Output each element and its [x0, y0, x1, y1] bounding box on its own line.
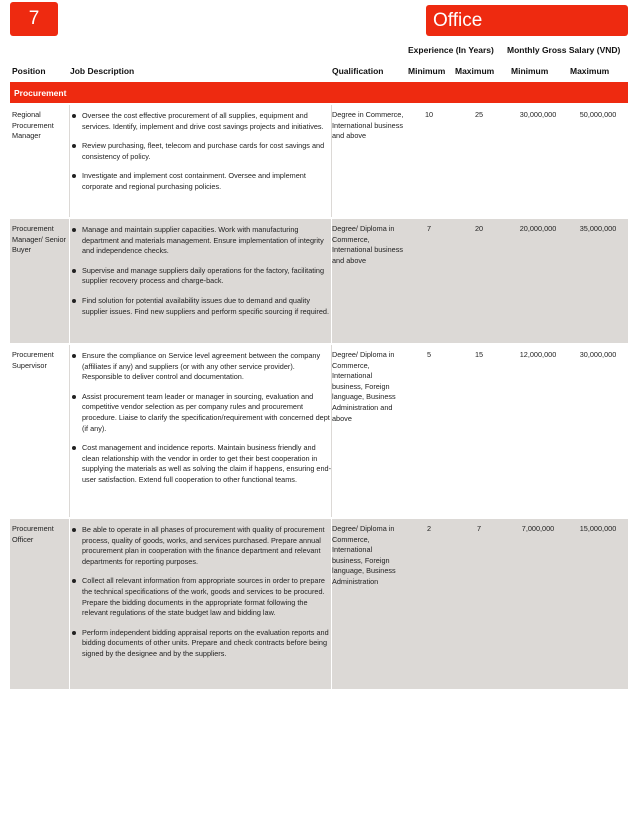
bullet-item [71, 351, 333, 383]
bullet-item [71, 392, 333, 434]
bullet-item [71, 111, 333, 132]
experience-min-cell: 2 [426, 524, 432, 533]
table-row [10, 519, 628, 689]
qualification-cell: Degree in Commerce, International business and above [332, 110, 404, 141]
bullet-text: Perform independent bidding appraisal reports on the evaluation reports and bidding documents of other units. Prepare and check contracts before being signed by the designee and by the suppliers. [82, 627, 329, 658]
job-description-cell [71, 525, 333, 669]
qualification-cell: Degree/ Diploma in Commerce, International business, Foreign language, Business Administration [332, 524, 396, 586]
bullet-list [71, 111, 333, 193]
experience-min-cell: 7 [426, 224, 432, 233]
bullet-icon [72, 269, 76, 273]
col-exp-maximum: Maximum [455, 66, 495, 76]
page-number-badge [10, 2, 58, 36]
bullet-text: Cost management and incidence reports. Maintain business friendly and clean relationship with the vendor in order to get their best cooperation in supplying the materials as well as solving the claim if happens, ensuring end-user satisfaction. Extend full cooperation to other functional teams. [82, 443, 332, 484]
bullet-text: Be able to operate in all phases of procurement with quality of procurement process, quality of goods, works, and services purchased. Prepare annual procurement plan in cooperation with the finance department and relevant departments for reporting purposes. [82, 525, 325, 566]
bullet-item [71, 225, 333, 257]
salary-max-cell: 15,000,000 [579, 524, 617, 533]
column-header-row [10, 64, 628, 78]
category-title: Procurement [14, 87, 67, 98]
bullet-icon [72, 631, 76, 635]
table-row [10, 105, 628, 217]
bullet-icon [72, 299, 76, 303]
bullet-icon [72, 174, 76, 178]
column-divider [69, 345, 70, 517]
salary-min-cell: 7,000,000 [521, 524, 555, 533]
salary-min-cell: 12,000,000 [519, 350, 557, 359]
bullet-item [71, 628, 333, 660]
col-job-description: Job Description [70, 66, 135, 76]
salary-group-header: Monthly Gross Salary (VND) [507, 45, 621, 55]
experience-max-cell: 15 [474, 350, 484, 359]
bullet-icon [72, 114, 76, 118]
column-divider [69, 219, 70, 343]
page-number: 7 [28, 8, 40, 29]
bullet-list [71, 525, 333, 660]
bullet-item [71, 141, 333, 162]
bullet-item [71, 525, 333, 567]
bullet-text: Supervise and manage suppliers daily operations for the factory, facilitating supplier recovery process and charge-back. [82, 265, 325, 286]
table-row [10, 345, 628, 517]
section-tab [426, 5, 628, 36]
experience-max-cell: 20 [474, 224, 484, 233]
col-exp-minimum: Minimum [408, 66, 446, 76]
position-cell: Procurement Manager/ Senior Buyer [12, 224, 66, 255]
bullet-text: Ensure the compliance on Service level agreement between the company (affiliates if any) and suppliers (or with any other service provider). Responsible to deliver control and documentation. [82, 351, 321, 382]
bullet-item [71, 443, 333, 485]
bullet-list [71, 225, 333, 317]
bullet-text: Manage and maintain supplier capacities. Work with manufacturing department and materials management. Ensure implementation of integrity and independence checks. [82, 225, 324, 256]
column-divider [69, 519, 70, 689]
experience-min-cell: 10 [424, 110, 434, 119]
bullet-icon [72, 528, 76, 532]
qualification-cell: Degree/ Diploma in Commerce, International business and above [332, 224, 403, 265]
position-cell: Regional Procurement Manager [12, 110, 54, 141]
column-divider [69, 105, 70, 217]
bullet-icon [72, 228, 76, 232]
bullet-text: Oversee the cost effective procurement of all supplies, equipment and services. Identify, implement and drive cost savings projects and initiatives. [82, 111, 324, 131]
bullet-text: Collect all relevant information from appropriate sources in order to prepare the technical specifications of the work, goods and services to be procured. Prepare the bidding documents in the appropriate format following the relevant regulations of the state budget law and bidding law. [82, 576, 325, 618]
table-row [10, 219, 628, 343]
bullet-icon [72, 446, 76, 450]
experience-max-cell: 25 [474, 110, 484, 119]
bullet-text: Review purchasing, fleet, telecom and purchase cards for cost savings and consistency of policy. [82, 141, 325, 161]
salary-max-cell: 30,000,000 [579, 350, 617, 359]
salary-max-cell: 35,000,000 [579, 224, 617, 233]
bullet-icon [72, 579, 76, 583]
col-salary-minimum: Minimum [511, 66, 549, 76]
qualification-cell: Degree/ Diploma in Commerce, International business, Foreign language, Business Administration and above [332, 350, 396, 423]
job-description-cell [71, 111, 333, 202]
salary-min-cell: 20,000,000 [519, 224, 557, 233]
bullet-item [71, 171, 333, 192]
experience-max-cell: 7 [476, 524, 482, 533]
salary-max-cell: 50,000,000 [579, 110, 617, 119]
job-description-cell [71, 225, 333, 326]
bullet-item [71, 296, 333, 317]
bullet-text: Investigate and implement cost containment. Oversee and implement corporate and regional purchasing policies. [82, 171, 306, 191]
position-cell: Procurement Supervisor [12, 350, 54, 370]
bullet-icon [72, 354, 76, 358]
experience-group-header: Experience (In Years) [408, 45, 494, 55]
col-qualification: Qualification [332, 66, 384, 76]
bullet-item [71, 266, 333, 287]
category-bar [10, 82, 628, 103]
position-cell: Procurement Officer [12, 524, 54, 544]
bullet-list [71, 351, 333, 486]
experience-min-cell: 5 [426, 350, 432, 359]
col-position: Position [12, 66, 46, 76]
bullet-item [71, 576, 333, 618]
bullet-text: Assist procurement team leader or manager in sourcing, evaluation and competitive vendor selection as per company rules and procurement procedure. Liaise to clarify the specification/requirement with concerned dept (if any). [82, 391, 330, 433]
bullet-icon [72, 144, 76, 148]
col-salary-maximum: Maximum [570, 66, 610, 76]
bullet-text: Find solution for potential availability issues due to demand and quality supplier issues. Find new suppliers and perform specific sourcing if required. [82, 295, 329, 316]
salary-min-cell: 30,000,000 [519, 110, 557, 119]
bullet-icon [72, 395, 76, 399]
section-title: Office [433, 9, 483, 31]
job-description-cell [71, 351, 333, 495]
